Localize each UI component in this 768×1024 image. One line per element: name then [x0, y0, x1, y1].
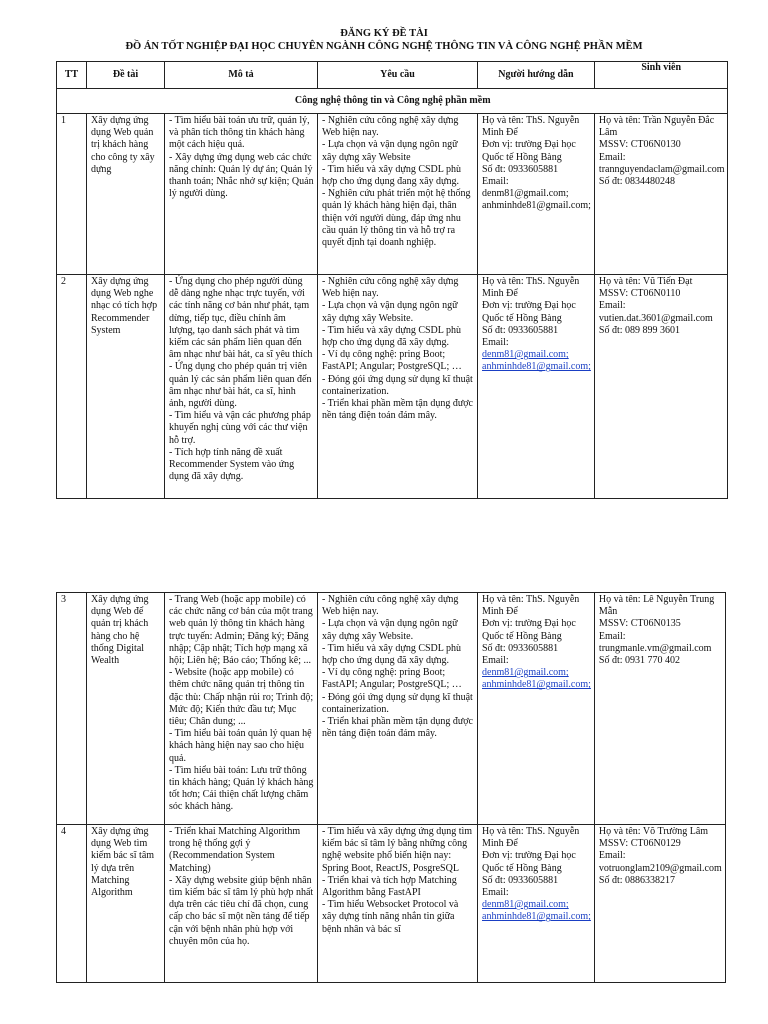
student-info-line: Họ và tên: Lê Nguyễn Trung Mẫn [598, 594, 715, 618]
advisor-phone: Số đt: 0933605881 [482, 874, 559, 886]
advisor-phone: Số đt: 0933605881 [482, 324, 559, 336]
student-info-line: Số đt: 0834480248 [598, 176, 676, 188]
topics-table-part-2 [56, 592, 726, 983]
advisor-email-label: Email: [482, 655, 509, 667]
advisor-unit: Đơn vị: trường Đại học Quốc tế Hồng Bàng [482, 300, 576, 324]
description-item: - Triển khai Matching Algorithm trong hệ thống gợi ý (Recommendation System Matching) [169, 826, 301, 874]
advisor-email-link[interactable]: denm81@gmail.com; [482, 899, 569, 911]
table-header-row [57, 62, 728, 89]
advisor-email-link: anhminhde81@gmail.com; [482, 200, 591, 212]
advisor-unit: Đơn vị: trường Đại học Quốc tế Hồng Bàng [482, 618, 576, 642]
col-header-student: Sinh viên [594, 62, 728, 89]
advisor-cell [478, 114, 595, 275]
advisor-unit: Đơn vị: trường Đại học Quốc tế Hồng Bàng [482, 139, 576, 163]
description-item: - Ứng dụng cho phép người dùng dễ dàng nghe nhạc trực tuyến, với các tính năng cơ bản như phát, tạm dừng, tiếp tục, điều chỉnh âm lượng, tạo danh sách phát và tìm kiếm các sản phẩm liên quan đến âm nhạc như bài hát, ca sĩ yêu thích [169, 276, 313, 361]
col-header-requirements: Yêu cầu [318, 62, 478, 89]
col-header-tt: TT [57, 62, 87, 89]
requirement-item: - Nghiên cứu công nghệ xây dựng Web hiện nay. [322, 115, 459, 139]
student-cell [594, 114, 728, 275]
advisor-email-label: Email: [482, 337, 509, 349]
student-info-line: Số đt: 089 899 3601 [598, 324, 681, 336]
description-item: - Tìm hiểu bài toán quản lý quan hệ khách hàng hiện nay sao cho hiệu quả. [169, 728, 312, 764]
advisor-cell [478, 593, 595, 825]
description-item: - Ứng dụng cho phép quản trị viên quản lý các sản phẩm liên quan đến âm nhạc như bài hát, ca sĩ, hình ảnh, người dùng. [169, 361, 312, 410]
requirement-item: - Triển khai và tích hợp Matching Algorithm bằng FastAPI [322, 874, 457, 899]
advisor-email-link[interactable]: anhminhde81@gmail.com; [482, 911, 591, 923]
row-number: 1 [57, 114, 87, 275]
topic-cell: Xây dựng ứng dụng Web quản trị khách hàng cho công ty xây dựng [87, 114, 165, 275]
requirement-item: - Tìm hiểu và xây dựng CSDL phù hợp cho ứng dụng đang xây dựng. [322, 163, 462, 188]
topic-cell: Xây dựng ứng dụng Web để quản trị khách hàng cho hệ thống Digital Wealth [87, 593, 165, 825]
advisor-email-link[interactable]: denm81@gmail.com; [482, 667, 569, 679]
student-info-line: MSSV: CT06N0129 [598, 838, 681, 850]
description-cell [165, 825, 318, 983]
topic-cell: Xây dựng ứng dụng Web tìm kiếm bác sĩ tâm lý dựa trên Matching Algorithm [87, 825, 165, 983]
advisor-email-link[interactable]: denm81@gmail.com; [482, 349, 569, 361]
student-info-line: Email: vutien.dat.3601@gmail.com [598, 300, 713, 324]
description-item: - Tích hợp tính năng đề xuất Recommender System vào ứng dụng đã xây dựng. [169, 446, 295, 483]
description-item: - Tìm hiểu và vận các phương pháp khuyến nghị cùng với các thư viện hỗ trợ. [169, 410, 311, 446]
doc-subtitle: ĐỒ ÁN TỐT NGHIỆP ĐẠI HỌC CHUYÊN NGÀNH CÔNG NGHỆ THÔNG TIN VÀ CÔNG NGHỆ PHẦN MỀM [125, 41, 643, 52]
description-item: - Xây dựng ứng dụng web các chức năng chính: Quản lý dự án; Quản lý thanh toán; Nhắc nhở sự kiện; Quản lý người dùng. [169, 151, 314, 200]
student-info-line: Email: trannguyendaclam@gmail.com [598, 151, 725, 175]
requirement-item: - Nghiên cứu công nghệ xây dựng Web hiện nay. [322, 276, 459, 300]
requirement-item: - Ví dụ công nghệ: pring Boot; FastAPI; Angular; PostgreSQL; … [322, 667, 462, 691]
document-header [0, 27, 768, 53]
topics-table-part-1 [56, 61, 728, 499]
requirement-item: - Lựa chọn và vận dụng ngôn ngữ xây dựng xây Website. [322, 618, 458, 642]
advisor-email-link: denm81@gmail.com; [482, 188, 569, 200]
requirement-item: - Lựa chọn và vận dụng ngôn ngữ xây dựng xây Website [322, 139, 458, 163]
student-info-line: Họ và tên: Võ Trường Lâm [598, 826, 709, 837]
table-row [57, 275, 728, 499]
advisor-email-link[interactable]: anhminhde81@gmail.com; [482, 679, 591, 691]
student-cell [594, 593, 725, 825]
requirement-item: - Triển khai phần mềm tận dụng được nền tảng điện toán đám mây. [322, 398, 473, 422]
description-cell [165, 275, 318, 499]
student-cell [594, 275, 728, 499]
table-row [57, 593, 726, 825]
student-info-line: Email: trungmanle.vm@gmail.com [598, 630, 712, 654]
student-cell [594, 825, 725, 983]
student-info-line: Họ và tên: Vũ Tiến Đạt [598, 276, 693, 287]
requirements-cell [318, 825, 478, 983]
advisor-cell [478, 825, 595, 983]
table-row [57, 114, 728, 275]
advisor-phone: Số đt: 0933605881 [482, 163, 559, 175]
student-info-line: Số đt: 0931 770 402 [598, 655, 681, 667]
col-header-advisor: Người hướng dẫn [478, 62, 595, 89]
topic-cell: Xây dựng ứng dụng Web nghe nhạc có tích hợp Recommender System [87, 275, 165, 499]
requirements-cell [318, 114, 478, 275]
student-info-line: MSSV: CT06N0135 [598, 618, 681, 630]
student-info-line: Số đt: 0886338217 [598, 874, 676, 886]
requirement-item: - Nghiên cứu phát triển một hệ thống quản lý khách hàng hiện đại, thân thiện với người dùng, đáp ứng nhu cầu quản lý thông tin và hỗ trợ ra quyết định tại doanh nghiệp. [322, 188, 471, 249]
row-number: 4 [57, 825, 87, 983]
requirement-item: - Tìm hiểu và xây dựng ứng dụng tìm kiếm bác sĩ tâm lý bằng những công nghệ website phổ biến hiện nay: Spring Boot, ReactJS, PosgreSQL [322, 826, 473, 874]
doc-title: ĐĂNG KÝ ĐỀ TÀI [340, 28, 428, 39]
advisor-name: Họ và tên: ThS. Nguyễn Minh Để [482, 276, 580, 300]
requirement-item: - Đóng gói ứng dụng sử dụng kĩ thuật containerization. [322, 373, 473, 397]
requirement-item: - Nghiên cứu công nghệ xây dựng Web hiện nay. [322, 594, 459, 618]
requirements-cell [318, 275, 478, 499]
student-info-line: MSSV: CT06N0110 [598, 288, 681, 300]
advisor-cell [478, 275, 595, 499]
requirements-cell [318, 593, 478, 825]
requirement-item: - Lựa chọn và vận dụng ngôn ngữ xây dựng xây Website. [322, 300, 458, 324]
advisor-phone: Số đt: 0933605881 [482, 642, 559, 654]
advisor-email-label: Email: [482, 887, 509, 899]
advisor-email-label: Email: [482, 176, 509, 188]
requirement-item: - Triển khai phần mềm tận dụng được nền tảng điện toán đám mây. [322, 716, 473, 740]
student-info-line: Email: votruonglam2109@gmail.com [598, 850, 722, 874]
row-number: 2 [57, 275, 87, 499]
advisor-unit: Đơn vị: trường Đại học Quốc tế Hồng Bàng [482, 850, 576, 874]
section-row [57, 89, 728, 114]
description-item: - Xây dựng website giúp bệnh nhân tìm kiếm bác sĩ tâm lý phù hợp nhất dựa trên các tiêu chí đã chọn, cung cấp cho bác sĩ một nền tảng để tiếp cận với bệnh nhân phù hợp với chuyên môn của họ. [169, 874, 314, 947]
student-info-line: Họ và tên: Trần Nguyễn Đắc Lâm [598, 115, 715, 139]
requirement-item: - Tìm hiểu và xây dựng CSDL phù hợp cho ứng dụng đã xây dựng. [322, 324, 462, 349]
requirement-item: - Ví dụ công nghệ: pring Boot; FastAPI; Angular; PostgreSQL; … [322, 349, 462, 373]
advisor-name: Họ và tên: ThS. Nguyễn Minh Để [482, 594, 580, 618]
description-item: - Trang Web (hoặc app mobile) có các chức năng cơ bản của một trang web quản lý thông tin khách hàng trực tuyến: Admin; Đăng ký; Đăng nhập; Cập nhật; Tích hợp mạng xã hội; Liên hệ; Báo cáo; Thống kê; ... [169, 594, 313, 667]
col-header-description: Mô tả [165, 62, 318, 89]
description-item: - Website (hoặc app mobile) có thêm chức năng quản trị thông tin đặc thù: Chấp nhận rủi ro; Trình độ; Mức độ; Kiến thức đầu tư; Mục tiêu; Chân dung; ... [169, 667, 314, 728]
description-cell [165, 114, 318, 275]
description-cell [165, 593, 318, 825]
table-row [57, 825, 726, 983]
description-item: - Tìm hiểu bài toán: Lưu trữ thông tin khách hàng; Quản lý khách hàng tốt hơn; Cải thiện chất lượng chăm sóc khách hàng. [169, 764, 314, 813]
student-info-line: MSSV: CT06N0130 [598, 139, 681, 151]
advisor-email-link[interactable]: anhminhde81@gmail.com; [482, 361, 591, 373]
requirement-item: - Tìm hiểu và xây dựng CSDL phù hợp cho ứng dụng đã xây dựng. [322, 642, 462, 667]
section-title: Công nghệ thông tin và Công nghệ phần mềm [57, 89, 728, 114]
col-header-topic: Đề tài [87, 62, 165, 89]
requirement-item: - Đóng gói ứng dụng sử dụng kĩ thuật containerization. [322, 691, 473, 715]
advisor-name: Họ và tên: ThS. Nguyễn Minh Để [482, 826, 580, 850]
advisor-name: Họ và tên: ThS. Nguyễn Minh Để [482, 115, 580, 139]
description-item: - Tìm hiểu bài toán ưu trữ, quản lý, và phân tích thông tin khách hàng một cách hiệu quả. [169, 115, 310, 151]
requirement-item: - Tìm hiểu Websocket Protocol và xây dựng tính năng nhắn tin giữa bệnh nhân và bác sĩ [322, 899, 459, 935]
row-number: 3 [57, 593, 87, 825]
